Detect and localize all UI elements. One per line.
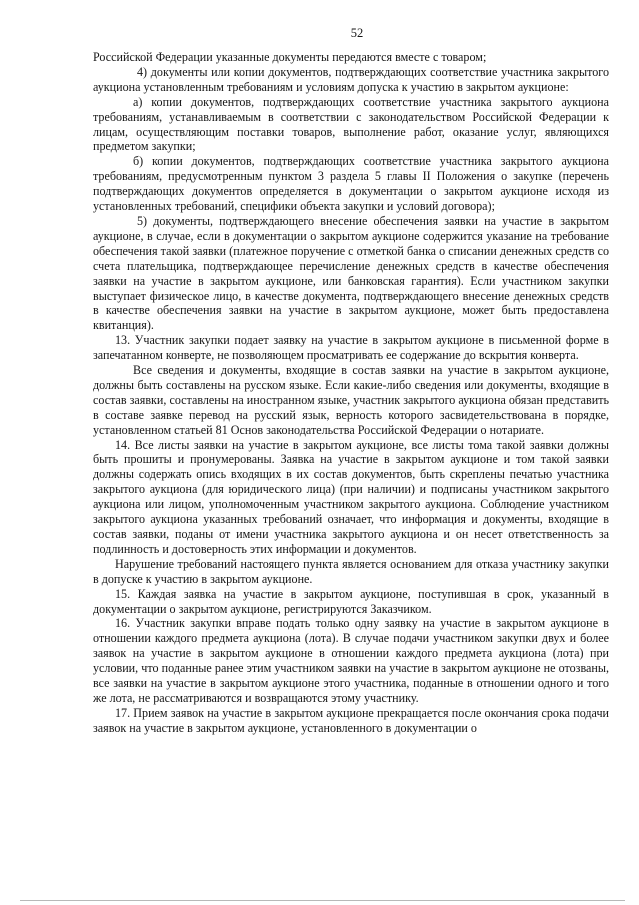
page-number: 52 bbox=[350, 26, 364, 40]
paragraph-clause-13: 13. Участник закупки подает заявку на участие в закрытом аукционе в письменной форме в запечатанном конверте, не позволяющем просматривать ее содержание до вскрытия конверта. bbox=[93, 333, 609, 363]
document-body bbox=[93, 50, 609, 736]
paragraph-clause-14: 14. Все листы заявки на участие в закрытом аукционе, все листы тома такой заявки должны быть прошиты и пронумерованы. Заявка на участие в закрытом аукционе и том такой заявки должны содержать опись входящих в их состав документов, быть скреплены печатью участника закрытого аукциона (для юридического лица) (при наличии) и подписаны участником закрытого аукциона или лицом, уполномоченным участником закрытого аукциона. Соблюдение участником закрытого аукциона указанных требований означает, что информация и документы, входящие в состав заявки, поданы от имени участника закрытого аукциона и он несет ответственность за подлинность и достоверность этих информации и документов. bbox=[93, 437, 609, 556]
paragraph-item-5: 5) документы, подтверждающего внесение обеспечения заявки на участие в закрытом аукционе, в случае, если в документации о закрытом аукционе содержится указание на требование обеспечения такой заявки (платежное поручение с отметкой банка о списании денежных средств со счета плательщика, подтверждающее перечисление денежных средств в качестве обеспечения заявки на участие в закрытом аукционе, или банковская гарантия). Если участником закупки выступает физическое лицо, в качестве документа, подтверждающего внесение денежных средств в качестве обеспечения заявки на участие в закрытом аукционе, может быть предоставлена квитанция). bbox=[93, 213, 609, 333]
paragraph-violation: Нарушение требований настоящего пункта является основанием для отказа участнику закупки в допуске к участию в закрытом аукционе. bbox=[93, 556, 609, 586]
paragraph-item-4: 4) документы или копии документов, подтверждающих соответствие участника закрытого аукциона установленным требованиям и условиям допуска к участию в закрытом аукционе: bbox=[93, 64, 609, 94]
paragraph-clause-17: 17. Прием заявок на участие в закрытом аукционе прекращается после окончания срока подачи заявок на участие в закрытом аукционе, установленного в документации о bbox=[93, 705, 609, 735]
paragraph-language-requirements: Все сведения и документы, входящие в состав заявки на участие в закрытом аукционе, должны быть составлены на русском языке. Если какие-либо сведения или документы, входящие в состав заявки, составлены на иностранном языке, участник закрытого аукциона обязан представить в составе заявке перевод на русский язык, верность которого засвидетельствована в порядке, установленном статьей 81 Основ законодательства Российской Федерации о нотариате. bbox=[93, 363, 609, 437]
paragraph-subitem-a: а) копии документов, подтверждающих соответствие участника закрытого аукциона требованиям, устанавливаемым в соответствии с законодательством Российской Федерации к лицам, осуществляющим поставки товаров, выполнение работ, оказание услуг, являющихся предметом закупки; bbox=[93, 94, 609, 154]
paragraph-clause-15: 15. Каждая заявка на участие в закрытом аукционе, поступившая в срок, указанный в документации о закрытом аукционе, регистрируются Заказчиком. bbox=[93, 586, 609, 616]
bottom-rule bbox=[20, 900, 625, 901]
paragraph-continuation: Российской Федерации указанные документы передаются вместе с товаром; bbox=[93, 50, 487, 64]
paragraph-subitem-b: б) копии документов, подтверждающих соответствие участника закрытого аукциона требованиям, предусмотренным пунктом 3 раздела 5 главы II Положения о закупке (перечень подтверждающих документов определяется в документации о закрытом аукционе исходя из установленных требований, специфики объекта закупки и условий договора); bbox=[93, 154, 609, 214]
paragraph-clause-16: 16. Участник закупки вправе подать только одну заявку на участие в закрытом аукционе в отношении каждого предмета аукциона (лота). В случае подачи участником закупки двух и более заявок на участие в закрытом аукционе в отношении каждого предмета аукциона (лота) при условии, что поданные ранее этим участником заявки на участие в закрытом аукционе не отозваны, все заявки на участие в закрытом аукционе этого участника, поданные в отношении одного и того же лота, не рассматриваются и возвращаются этому участнику. bbox=[93, 616, 609, 705]
